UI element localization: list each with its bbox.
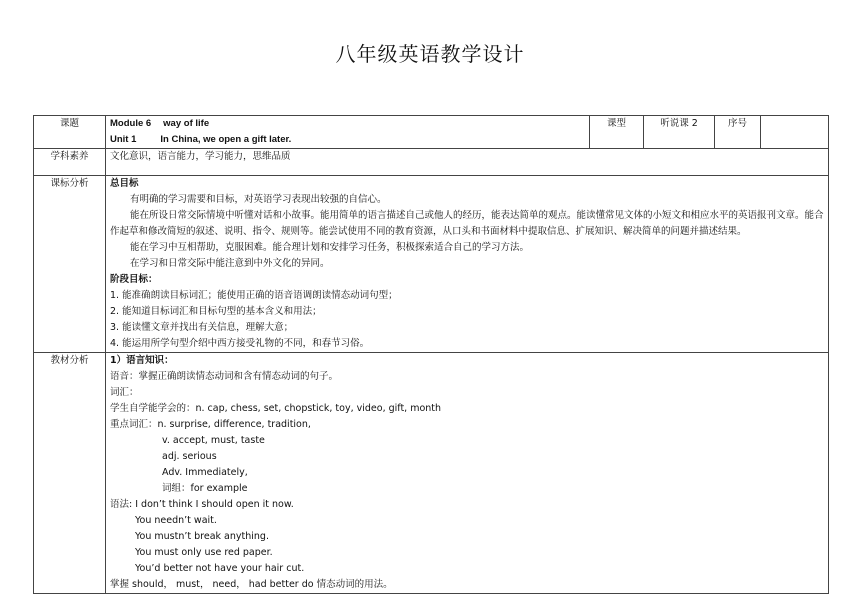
grammar-example: You needn’t wait. <box>135 515 217 526</box>
stage-item: 1. 能准确朗读目标词汇；能使用正确的语音语调朗读情态动词句型； <box>110 290 398 301</box>
key-phrase: 词组：for example <box>162 483 248 494</box>
vocabulary-label: 词汇： <box>110 387 139 398</box>
grammar-example: You’d better not have your hair cut. <box>135 563 305 574</box>
topic-row <box>34 116 829 149</box>
topic-cell <box>106 116 590 149</box>
literacy-label: 学科素养 <box>34 149 106 176</box>
stage-item: 3. 能读懂文章并找出有关信息，理解大意； <box>110 322 294 333</box>
literacy-row <box>34 149 829 176</box>
document-title: 八年级英语教学设计 <box>335 42 525 66</box>
stage-item: 4. 能运用所学句型介绍中西方接受礼物的不同，和春节习俗。 <box>110 338 370 349</box>
key-words-line: 重点词汇：n. surprise, difference, tradition, <box>110 419 311 430</box>
textbook-row <box>34 353 829 594</box>
goal-line: 能在所设日常交际情境中听懂对话和小故事。能用简单的语言描述自己或他人的经历，能表达简单的观点。能读懂常见文体的小短文和相应水平的英语报刊文章。能合作起草和修改简短的叙述、说明、指令、规则等。能尝试使用不同的教育资源，从口头和书面材料中提取信息、扩展知识、解决简单的问题并描述结果。 <box>110 210 824 237</box>
unit-line <box>110 132 585 148</box>
master-modal-verbs: 掌握 should， must， need， had better do 情态动词的用法。 <box>110 579 393 590</box>
stage-heading: 阶段目标： <box>110 274 158 285</box>
self-learn-words: 学生自学能学会的：n. cap, chess, set, chopstick, toy, video, gift, month <box>110 403 442 414</box>
goal-line: 能在学习中互相帮助，克服困难。能合理计划和安排学习任务，积极探索适合自己的学习方法。 <box>130 242 530 253</box>
topic-label: 课题 <box>34 116 106 149</box>
key-adjectives: adj. serious <box>162 451 217 462</box>
textbook-label: 教材分析 <box>34 353 106 594</box>
goal-line: 有明确的学习需要和目标，对英语学习表现出较强的自信心。 <box>130 194 387 205</box>
literacy-text: 文化意识，语言能力，学习能力，思维品质 <box>106 149 829 176</box>
grammar-example: You must only use red paper. <box>135 547 273 558</box>
lesson-plan-table <box>33 115 829 594</box>
curriculum-row <box>34 176 829 353</box>
sequence-value <box>761 116 829 149</box>
module-line <box>110 116 585 132</box>
grammar-example: You mustn’t break anything. <box>135 531 269 542</box>
key-verbs: v. accept, must, taste <box>162 435 265 446</box>
lesson-type-label: 课型 <box>590 116 644 149</box>
goal-line: 在学习和日常交际中能注意到中外文化的异同。 <box>130 258 330 269</box>
pronunciation-line: 语音：掌握正确朗读情态动词和含有情态动词的句子。 <box>110 371 339 382</box>
goal-heading: 总目标 <box>110 178 139 189</box>
curriculum-label: 课标分析 <box>34 176 106 353</box>
textbook-cell <box>106 353 829 594</box>
lesson-type-value: 听说课 2 <box>644 116 715 149</box>
stage-item: 2. 能知道目标词汇和目标句型的基本含义和用法； <box>110 306 322 317</box>
language-knowledge-heading: 1）语言知识： <box>110 355 174 366</box>
curriculum-cell <box>106 176 829 353</box>
grammar-line: 语法: I don’t think I should open it now. <box>110 499 294 510</box>
module-number: Module 6 <box>110 118 152 129</box>
unit-number: Unit 1 <box>110 134 137 145</box>
unit-title: In China, we open a gift later. <box>160 134 292 145</box>
module-title: way of life <box>163 118 210 129</box>
key-adverbs: Adv. Immediately, <box>162 467 248 478</box>
sequence-label: 序号 <box>715 116 761 149</box>
